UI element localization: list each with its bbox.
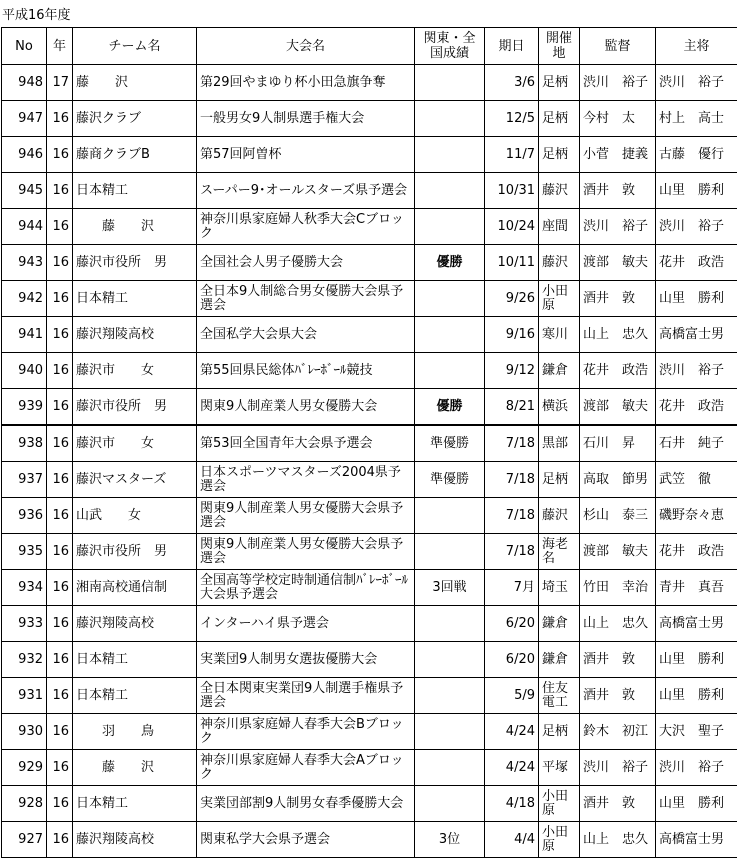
cell-date: 4/18	[485, 786, 539, 822]
cell-date: 5/9	[485, 678, 539, 714]
cell-date: 9/26	[485, 281, 539, 317]
cell-date: 12/5	[485, 101, 539, 137]
cell-team: 藤 沢	[73, 209, 197, 245]
cell-team: 藤沢マスターズ	[73, 462, 197, 498]
cell-year: 16	[47, 498, 73, 534]
cell-venue: 小田原	[539, 281, 580, 317]
cell-result	[415, 281, 485, 317]
cell-captain: 高橋富士男	[656, 822, 737, 858]
cell-captain: 磯野奈々恵	[656, 498, 737, 534]
cell-year: 16	[47, 678, 73, 714]
cell-coach: 渋川 裕子	[580, 209, 656, 245]
cell-no: 945	[2, 173, 47, 209]
cell-date: 10/24	[485, 209, 539, 245]
cell-date: 3/6	[485, 65, 539, 101]
cell-team: 藤沢翔陵高校	[73, 822, 197, 858]
cell-year: 16	[47, 137, 73, 173]
cell-venue: 藤沢	[539, 245, 580, 281]
cell-coach: 花井 政浩	[580, 353, 656, 389]
cell-team: 藤沢クラブ	[73, 101, 197, 137]
cell-venue: 埼玉	[539, 570, 580, 606]
cell-coach: 渋川 裕子	[580, 65, 656, 101]
cell-result	[415, 137, 485, 173]
cell-team: 日本精工	[73, 173, 197, 209]
cell-date: 4/24	[485, 714, 539, 750]
cell-no: 930	[2, 714, 47, 750]
table-row	[2, 822, 737, 858]
header-no: No	[2, 28, 47, 65]
cell-year: 16	[47, 606, 73, 642]
cell-captain: 高橋富士男	[656, 606, 737, 642]
cell-tournament: 第55回県民総体ﾊﾞﾚｰﾎﾞｰﾙ競技	[197, 353, 415, 389]
table-row	[2, 65, 737, 101]
cell-no: 929	[2, 750, 47, 786]
cell-venue: 小田原	[539, 822, 580, 858]
cell-venue: 住友電工	[539, 678, 580, 714]
cell-result	[415, 317, 485, 353]
cell-date: 9/16	[485, 317, 539, 353]
cell-venue: 鎌倉	[539, 642, 580, 678]
cell-date: 7/18	[485, 462, 539, 498]
table-row	[2, 209, 737, 245]
cell-result: 優勝	[415, 389, 485, 426]
cell-year: 16	[47, 173, 73, 209]
cell-venue: 藤沢	[539, 498, 580, 534]
cell-venue: 寒川	[539, 317, 580, 353]
cell-no: 936	[2, 498, 47, 534]
cell-date: 6/20	[485, 606, 539, 642]
cell-tournament: 全国私学大会県大会	[197, 317, 415, 353]
cell-captain: 渋川 裕子	[656, 209, 737, 245]
cell-result: 準優勝	[415, 425, 485, 462]
header-year: 年	[47, 28, 73, 65]
cell-result	[415, 498, 485, 534]
table-row	[2, 245, 737, 281]
cell-captain: 高橋富士男	[656, 317, 737, 353]
cell-result	[415, 606, 485, 642]
cell-year: 16	[47, 317, 73, 353]
cell-captain: 花井 政浩	[656, 389, 737, 426]
cell-venue: 鎌倉	[539, 353, 580, 389]
cell-team: 日本精工	[73, 642, 197, 678]
cell-year: 16	[47, 245, 73, 281]
cell-no: 948	[2, 65, 47, 101]
cell-date: 7/18	[485, 498, 539, 534]
table-row	[2, 786, 737, 822]
cell-year: 16	[47, 786, 73, 822]
table-row	[2, 101, 737, 137]
cell-no: 932	[2, 642, 47, 678]
cell-no: 939	[2, 389, 47, 426]
cell-year: 16	[47, 281, 73, 317]
cell-no: 927	[2, 822, 47, 858]
cell-coach: 山上 忠久	[580, 317, 656, 353]
cell-coach: 酒井 敦	[580, 642, 656, 678]
header-row	[2, 28, 737, 65]
cell-tournament: 全日本9人制総合男女優勝大会県予選会	[197, 281, 415, 317]
cell-result	[415, 678, 485, 714]
cell-tournament: 第53回全国青年大会県予選会	[197, 425, 415, 462]
table-row	[2, 570, 737, 606]
cell-no: 928	[2, 786, 47, 822]
cell-captain: 村上 高士	[656, 101, 737, 137]
cell-year: 16	[47, 714, 73, 750]
cell-no: 937	[2, 462, 47, 498]
cell-result: 3回戦	[415, 570, 485, 606]
header-date: 期日	[485, 28, 539, 65]
cell-tournament: 関東私学大会県予選会	[197, 822, 415, 858]
cell-captain: 花井 政浩	[656, 245, 737, 281]
cell-team: 藤沢翔陵高校	[73, 606, 197, 642]
cell-year: 16	[47, 101, 73, 137]
cell-team: 湘南高校通信制	[73, 570, 197, 606]
cell-result: 準優勝	[415, 462, 485, 498]
cell-team: 藤沢市 女	[73, 353, 197, 389]
cell-tournament: 神奈川県家庭婦人秋季大会Cブロック	[197, 209, 415, 245]
table-row	[2, 353, 737, 389]
cell-captain: 山里 勝利	[656, 173, 737, 209]
cell-result	[415, 101, 485, 137]
cell-coach: 渋川 裕子	[580, 750, 656, 786]
cell-coach: 酒井 敦	[580, 678, 656, 714]
header-venue: 開催地	[539, 28, 580, 65]
cell-date: 7月	[485, 570, 539, 606]
cell-no: 931	[2, 678, 47, 714]
table-row	[2, 281, 737, 317]
cell-team: 藤沢市役所 男	[73, 245, 197, 281]
cell-team: 藤 沢	[73, 750, 197, 786]
cell-tournament: 関東9人制産業人男女優勝大会	[197, 389, 415, 426]
cell-tournament: 日本スポーツマスターズ2004県予選会	[197, 462, 415, 498]
cell-captain: 山里 勝利	[656, 786, 737, 822]
cell-team: 藤沢翔陵高校	[73, 317, 197, 353]
cell-coach: 石川 昇	[580, 425, 656, 462]
cell-coach: 小菅 捷義	[580, 137, 656, 173]
cell-coach: 高取 節男	[580, 462, 656, 498]
cell-captain: 山里 勝利	[656, 642, 737, 678]
cell-coach: 竹田 幸治	[580, 570, 656, 606]
cell-no: 938	[2, 425, 47, 462]
cell-venue: 横浜	[539, 389, 580, 426]
cell-tournament: 神奈川県家庭婦人春季大会Bブロック	[197, 714, 415, 750]
cell-team: 藤沢市 女	[73, 425, 197, 462]
cell-no: 935	[2, 534, 47, 570]
cell-tournament: 一般男女9人制県選手権大会	[197, 101, 415, 137]
cell-captain: 古藤 優行	[656, 137, 737, 173]
cell-year: 16	[47, 462, 73, 498]
cell-venue: 鎌倉	[539, 606, 580, 642]
cell-venue: 足柄	[539, 137, 580, 173]
cell-no: 946	[2, 137, 47, 173]
cell-year: 16	[47, 750, 73, 786]
cell-captain: 山里 勝利	[656, 281, 737, 317]
cell-team: 藤沢市役所 男	[73, 389, 197, 426]
cell-coach: 山上 忠久	[580, 822, 656, 858]
cell-result: 優勝	[415, 245, 485, 281]
cell-venue: 海老名	[539, 534, 580, 570]
cell-result	[415, 353, 485, 389]
cell-tournament: インターハイ県予選会	[197, 606, 415, 642]
results-table	[1, 27, 737, 858]
cell-venue: 座間	[539, 209, 580, 245]
cell-tournament: 全日本関東実業団9人制選手権県予選会	[197, 678, 415, 714]
cell-team: 山武 女	[73, 498, 197, 534]
cell-year: 17	[47, 65, 73, 101]
cell-tournament: 全国高等学校定時制通信制ﾊﾞﾚｰﾎﾞｰﾙ大会県予選会	[197, 570, 415, 606]
table-row	[2, 137, 737, 173]
cell-captain: 青井 真吾	[656, 570, 737, 606]
cell-year: 16	[47, 534, 73, 570]
cell-result: 3位	[415, 822, 485, 858]
cell-date: 10/11	[485, 245, 539, 281]
cell-captain: 渋川 裕子	[656, 65, 737, 101]
cell-venue: 足柄	[539, 714, 580, 750]
cell-date: 6/20	[485, 642, 539, 678]
cell-coach: 今村 太	[580, 101, 656, 137]
cell-team: 藤商クラブB	[73, 137, 197, 173]
cell-no: 943	[2, 245, 47, 281]
cell-tournament: 第29回やまゆり杯小田急旗争奪	[197, 65, 415, 101]
header-result: 関東・全国成績	[415, 28, 485, 65]
table-row	[2, 462, 737, 498]
cell-date: 8/21	[485, 389, 539, 426]
cell-result	[415, 534, 485, 570]
cell-no: 947	[2, 101, 47, 137]
cell-result	[415, 750, 485, 786]
cell-venue: 平塚	[539, 750, 580, 786]
header-captain: 主将	[656, 28, 737, 65]
table-row	[2, 534, 737, 570]
header-team: チーム名	[73, 28, 197, 65]
table-row	[2, 606, 737, 642]
cell-team: 日本精工	[73, 678, 197, 714]
cell-coach: 酒井 敦	[580, 281, 656, 317]
cell-tournament: 関東9人制産業人男女優勝大会県予選会	[197, 534, 415, 570]
cell-tournament: 第57回阿曽杯	[197, 137, 415, 173]
cell-date: 7/18	[485, 425, 539, 462]
table-row	[2, 678, 737, 714]
header-coach: 監督	[580, 28, 656, 65]
cell-coach: 渡部 敏夫	[580, 534, 656, 570]
cell-coach: 渡部 敏夫	[580, 389, 656, 426]
cell-team: 藤 沢	[73, 65, 197, 101]
table-row	[2, 389, 737, 426]
cell-venue: 黒部	[539, 425, 580, 462]
cell-date: 7/18	[485, 534, 539, 570]
cell-no: 944	[2, 209, 47, 245]
table-row	[2, 317, 737, 353]
table-row	[2, 498, 737, 534]
cell-year: 16	[47, 822, 73, 858]
cell-venue: 小田原	[539, 786, 580, 822]
cell-captain: 大沢 聖子	[656, 714, 737, 750]
cell-no: 940	[2, 353, 47, 389]
table-row	[2, 425, 737, 462]
cell-year: 16	[47, 389, 73, 426]
cell-no: 934	[2, 570, 47, 606]
cell-result	[415, 65, 485, 101]
cell-tournament: スーパー9･オールスターズ県予選会	[197, 173, 415, 209]
cell-coach: 鈴木 初江	[580, 714, 656, 750]
cell-venue: 藤沢	[539, 173, 580, 209]
cell-team: 日本精工	[73, 786, 197, 822]
cell-date: 4/24	[485, 750, 539, 786]
cell-no: 941	[2, 317, 47, 353]
table-row	[2, 173, 737, 209]
cell-result	[415, 173, 485, 209]
cell-tournament: 実業団部割9人制男女春季優勝大会	[197, 786, 415, 822]
cell-captain: 武笠 徹	[656, 462, 737, 498]
cell-tournament: 関東9人制産業人男女優勝大会県予選会	[197, 498, 415, 534]
cell-date: 9/12	[485, 353, 539, 389]
cell-date: 10/31	[485, 173, 539, 209]
table-caption: 平成16年度	[2, 8, 71, 24]
cell-date: 4/4	[485, 822, 539, 858]
cell-coach: 酒井 敦	[580, 173, 656, 209]
cell-team: 羽 鳥	[73, 714, 197, 750]
cell-tournament: 神奈川県家庭婦人春季大会Aブロック	[197, 750, 415, 786]
cell-year: 16	[47, 353, 73, 389]
cell-team: 藤沢市役所 男	[73, 534, 197, 570]
cell-date: 11/7	[485, 137, 539, 173]
table-row	[2, 642, 737, 678]
cell-captain: 山里 勝利	[656, 678, 737, 714]
cell-result	[415, 642, 485, 678]
cell-result	[415, 714, 485, 750]
cell-year: 16	[47, 209, 73, 245]
cell-tournament: 実業団9人制男女選抜優勝大会	[197, 642, 415, 678]
cell-coach: 酒井 敦	[580, 786, 656, 822]
cell-team: 日本精工	[73, 281, 197, 317]
cell-captain: 渋川 裕子	[656, 353, 737, 389]
cell-year: 16	[47, 425, 73, 462]
cell-captain: 石井 純子	[656, 425, 737, 462]
cell-no: 942	[2, 281, 47, 317]
cell-captain: 花井 政浩	[656, 534, 737, 570]
cell-result	[415, 786, 485, 822]
cell-coach: 山上 忠久	[580, 606, 656, 642]
cell-no: 933	[2, 606, 47, 642]
cell-coach: 杉山 泰三	[580, 498, 656, 534]
cell-captain: 渋川 裕子	[656, 750, 737, 786]
cell-venue: 足柄	[539, 65, 580, 101]
header-tournament: 大会名	[197, 28, 415, 65]
cell-year: 16	[47, 642, 73, 678]
cell-year: 16	[47, 570, 73, 606]
cell-result	[415, 209, 485, 245]
cell-venue: 足柄	[539, 462, 580, 498]
cell-tournament: 全国社会人男子優勝大会	[197, 245, 415, 281]
cell-coach: 渡部 敏夫	[580, 245, 656, 281]
cell-venue: 足柄	[539, 101, 580, 137]
table-row	[2, 714, 737, 750]
table-row	[2, 750, 737, 786]
